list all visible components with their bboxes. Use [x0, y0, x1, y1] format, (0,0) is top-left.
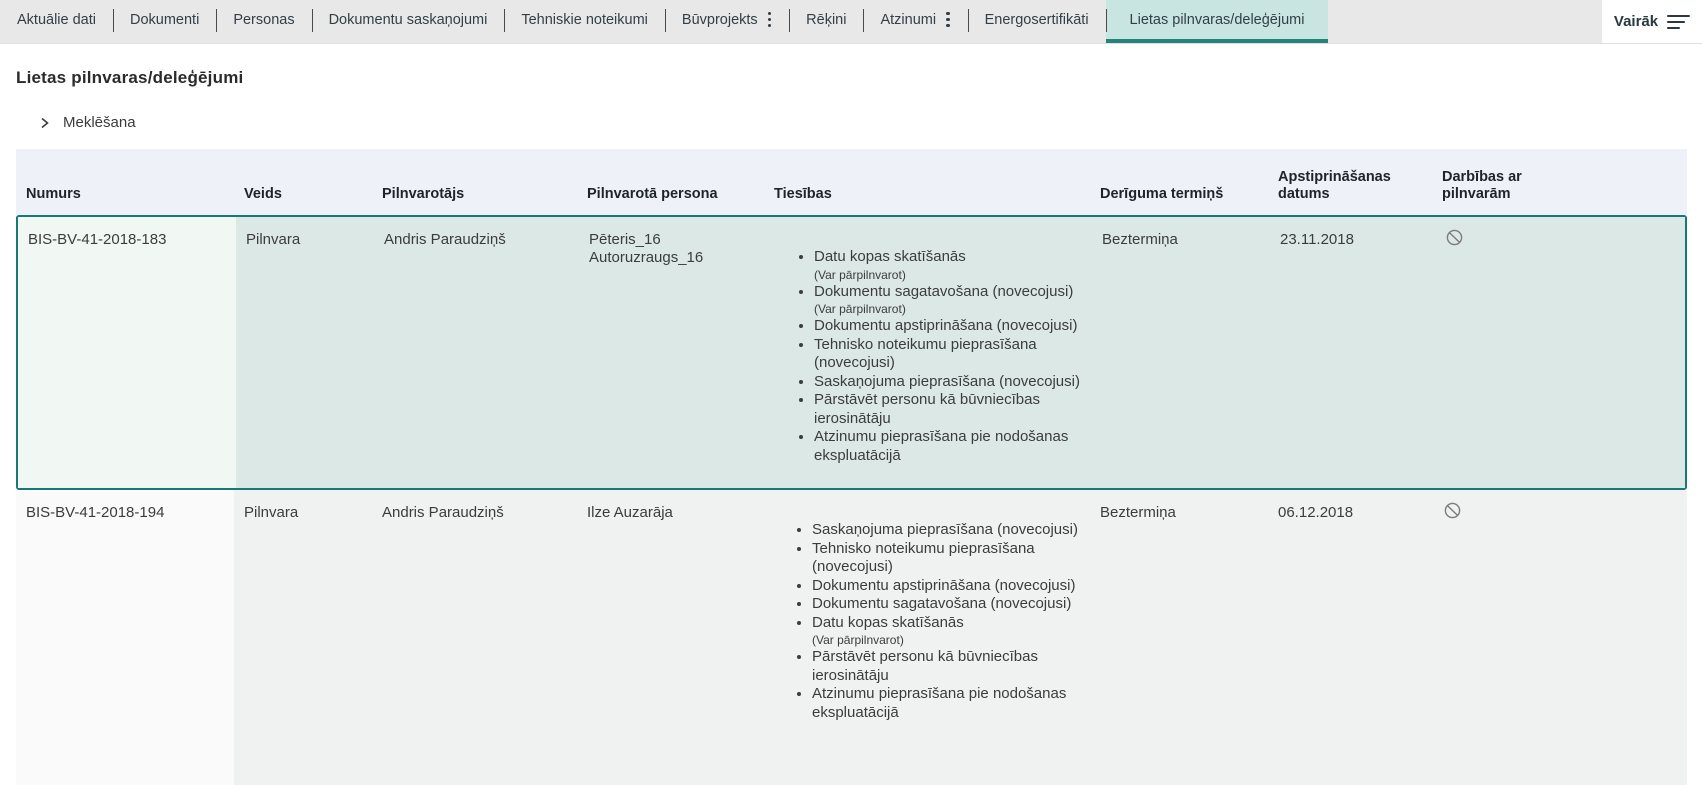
cell-pilnvarota-persona: Ilze Auzarāja [577, 490, 764, 785]
right-item: • Datu kopas skatīšanās (Var pārpilnvarot) [814, 248, 1082, 283]
cell-apstiprinasanas-datums: 23.11.2018 [1270, 217, 1434, 488]
cell-veids: Pilnvara [236, 217, 374, 488]
cell-pilnvarotajs: Andris Paraudziņš [372, 490, 577, 785]
right-item: • Datu kopas skatīšanās (Var pārpilnvarot) [812, 614, 1080, 649]
authorizations-table [16, 149, 1687, 785]
chevron-right-icon [38, 116, 51, 130]
tab-label: Lietas pilnvaras/deleģējumi [1129, 11, 1305, 28]
search-toggle[interactable] [38, 114, 136, 131]
table-row[interactable] [16, 490, 1687, 785]
tab-dokumentu-saskanojumi[interactable] [312, 0, 505, 43]
kebab-menu-icon[interactable] [945, 10, 951, 30]
column-header-veids: Veids [244, 186, 282, 202]
tab-label: Dokumentu saskaņojumi [328, 11, 488, 28]
right-item: • Pārstāvēt personu kā būvniecības ierosinātāju [812, 648, 1080, 685]
table-header [16, 149, 1687, 215]
prohibition-icon [1444, 502, 1461, 519]
tab-aktualie-dati[interactable] [0, 0, 113, 43]
tab-atzinumi[interactable] [863, 0, 967, 43]
right-item: • Dokumentu apstiprināšana (novecojusi) [814, 317, 1082, 336]
right-item: • Tehnisko noteikumu pieprasīšana (novecojusi) [812, 540, 1080, 577]
right-item: • Saskaņojuma pieprasīšana (novecojusi) [814, 373, 1082, 392]
right-item: • Pārstāvēt personu kā būvniecības ierosinātāju [814, 391, 1082, 428]
rights-list [776, 248, 1082, 465]
tab-label: Aktuālie dati [17, 11, 96, 28]
tab-label: Atzinumi [880, 11, 937, 28]
more-menu-button[interactable] [1602, 0, 1702, 43]
column-header-deriguma-termins: Derīguma termiņš [1100, 186, 1224, 202]
cell-deriguma-termins: Beztermiņa [1090, 490, 1268, 785]
cell-deriguma-termins: Beztermiņa [1092, 217, 1270, 488]
column-header-apstiprinasanas-datums: Apstiprināšanas datums [1278, 169, 1391, 202]
table-row-selected[interactable] [16, 215, 1687, 490]
cell-veids: Pilnvara [234, 490, 372, 785]
more-menu-label: Vairāk [1613, 13, 1659, 30]
cell-numurs: BIS-BV-41-2018-183 [18, 217, 236, 488]
tab-label: Dokumenti [130, 11, 200, 28]
tab-label: Personas [233, 11, 295, 28]
right-item: • Dokumentu sagatavošana (novecojusi) [812, 595, 1080, 614]
tab-buvprojekts[interactable] [665, 0, 789, 43]
right-item: • Atzinumu pieprasīšana pie nodošanas ekspluatācijā [812, 685, 1080, 722]
tab-personas[interactable] [216, 0, 311, 43]
rights-list [774, 521, 1080, 722]
right-item: • Dokumentu sagatavošana (novecojusi) (Var pārpilnvarot) [814, 283, 1082, 318]
right-note: (Var pārpilnvarot) [814, 302, 906, 316]
cell-pilnvarota-persona: Pēteris_16 Autoruzraugs_16 [579, 217, 766, 488]
tab-dokumenti[interactable] [113, 0, 216, 43]
column-header-numurs: Numurs [26, 186, 81, 202]
tab-lietas-pilnvaras-delegejumi[interactable] [1106, 0, 1329, 43]
tab-label: Rēķini [806, 11, 847, 28]
right-item: • Saskaņojuma pieprasīšana (novecojusi) [812, 521, 1080, 540]
right-note: (Var pārpilnvarot) [812, 633, 904, 647]
right-note: (Var pārpilnvarot) [814, 267, 906, 282]
column-header-darbibas-ar-pilnvaram [1432, 149, 1687, 215]
column-header-pilnvarota-persona: Pilnvarotā persona [587, 186, 718, 202]
cell-tiesibas [764, 490, 1090, 785]
prohibition-icon [1446, 229, 1463, 246]
search-toggle-label: Meklēšana [63, 114, 136, 131]
tab-label: Tehniskie noteikumi [521, 11, 648, 28]
right-item: • Dokumentu apstiprināšana (novecojusi) [812, 577, 1080, 596]
page-title: Lietas pilnvaras/deleģējumi [16, 68, 244, 87]
cell-numurs: BIS-BV-41-2018-194 [16, 490, 234, 785]
cell-darbibas [1432, 490, 1687, 785]
main-content [0, 68, 1702, 785]
tab-tehniskie-noteikumi[interactable] [504, 0, 665, 43]
cell-apstiprinasanas-datums: 06.12.2018 [1268, 490, 1432, 785]
cell-pilnvarotajs: Andris Paraudziņš [374, 217, 579, 488]
column-header-pilnvarotajs: Pilnvarotājs [382, 186, 465, 202]
tab-energosertifikati[interactable] [968, 0, 1106, 43]
cell-darbibas [1434, 217, 1685, 488]
tab-bar [0, 0, 1702, 44]
tab-label: Būvprojekts [681, 11, 758, 28]
column-header-tiesibas: Tiesības [774, 186, 832, 202]
case-tabs [0, 0, 1602, 43]
tab-label: Energosertifikāti [984, 11, 1089, 28]
right-item: • Tehnisko noteikumu pieprasīšana (novecojusi) [814, 336, 1082, 373]
right-item: • Atzinumu pieprasīšana pie nodošanas ekspluatācijā [814, 428, 1082, 465]
kebab-menu-icon[interactable] [767, 10, 773, 30]
tab-rekini[interactable] [789, 0, 863, 43]
column-header-label: Darbības ar pilnvarām [1442, 169, 1522, 202]
cell-tiesibas [766, 217, 1092, 488]
hamburger-menu-icon [1667, 15, 1690, 29]
